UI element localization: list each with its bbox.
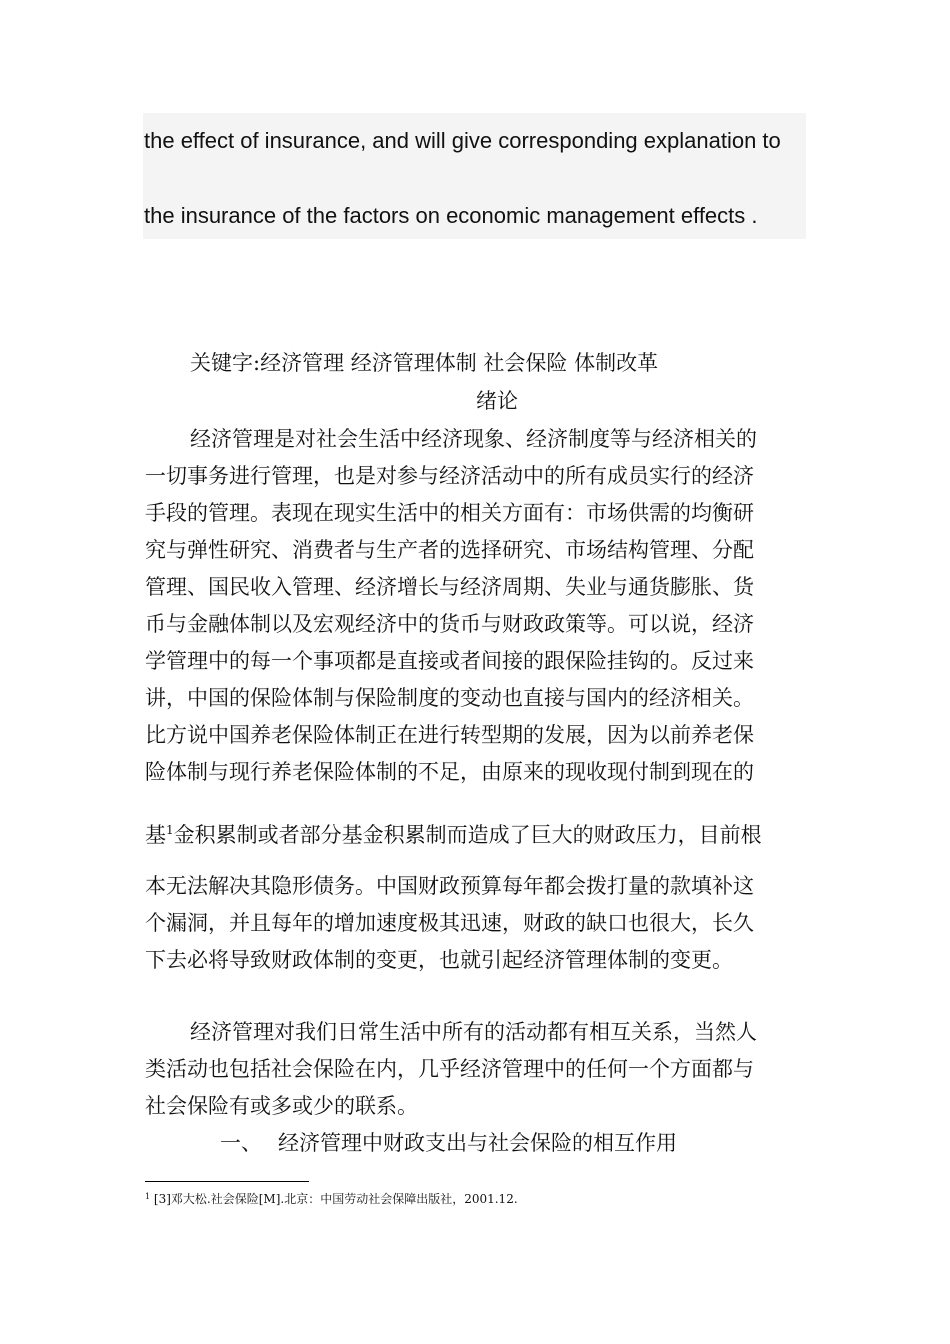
- paragraph-line: 学管理中的每一个事项都是直接或者间接的跟保险挂钩的。反过来: [145, 649, 754, 673]
- line-text: 金积累制或者部分基金积累制而造成了巨大的财政压力，目前根: [173, 823, 762, 847]
- paragraph-line: 一切事务进行管理，也是对参与经济活动中的所有成员实行的经济: [145, 464, 754, 488]
- paragraph-line-with-footnote: [145, 824, 762, 846]
- paragraph-line: 经济管理对我们日常生活中所有的活动都有相互关系，当然人: [190, 1020, 757, 1044]
- paragraph-line: 讲，中国的保险体制与保险制度的变动也直接与国内的经济相关。: [145, 686, 754, 710]
- paragraph-line: 险体制与现行养老保险体制的不足，由原来的现收现付制到现在的: [145, 760, 754, 784]
- abstract-line-1: the effect of insurance, and will give corresponding explanation to: [144, 128, 781, 153]
- abstract-line-2: the insurance of the factors on economic management effects .: [144, 203, 758, 228]
- paragraph-line: 究与弹性研究、消费者与生产者的选择研究、市场结构管理、分配: [145, 538, 754, 562]
- intro-heading: 绪论: [476, 389, 518, 413]
- paragraph-line: 类活动也包括社会保险在内，几乎经济管理中的任何一个方面都与: [145, 1057, 754, 1081]
- footnote-mark: 1: [145, 1192, 151, 1201]
- paragraph-line: 币与金融体制以及宏观经济中的货币与财政政策等。可以说，经济: [145, 612, 754, 636]
- paragraph-line: 本无法解决其隐形债务。中国财政预算每年都会拨打量的款填补这: [145, 874, 754, 898]
- section-number: 一、: [220, 1131, 262, 1155]
- paragraph-line: 下去必将导致财政体制的变更，也就引起经济管理体制的变更。: [145, 948, 733, 972]
- paragraph-line: 管理、国民收入管理、经济增长与经济周期、失业与通货膨胀、货: [145, 575, 754, 599]
- section-title: 经济管理中财政支出与社会保险的相互作用: [278, 1131, 677, 1155]
- footnote-reference[interactable]: 1: [166, 823, 174, 837]
- footnote: [145, 1190, 518, 1207]
- paragraph-line: 经济管理是对社会生活中经济现象、经济制度等与经济相关的: [190, 427, 757, 451]
- line-text: 基: [145, 823, 166, 847]
- keywords-line: 关键字:经济管理 经济管理体制 社会保险 体制改革: [190, 351, 659, 375]
- footnote-separator: [145, 1181, 309, 1182]
- paragraph-line: 个漏洞，并且每年的增加速度极其迅速，财政的缺口也很大，长久: [145, 911, 754, 935]
- paragraph-line: 手段的管理。表现在现实生活中的相关方面有：市场供需的均衡研: [145, 501, 754, 525]
- paragraph-line: 比方说中国养老保险体制正在进行转型期的发展，因为以前养老保: [145, 723, 754, 747]
- footnote-text: [3]邓大松.社会保险[M].北京：中国劳动社会保障出版社，2001.12.: [153, 1192, 518, 1206]
- paragraph-line: 社会保险有或多或少的联系。: [145, 1094, 418, 1118]
